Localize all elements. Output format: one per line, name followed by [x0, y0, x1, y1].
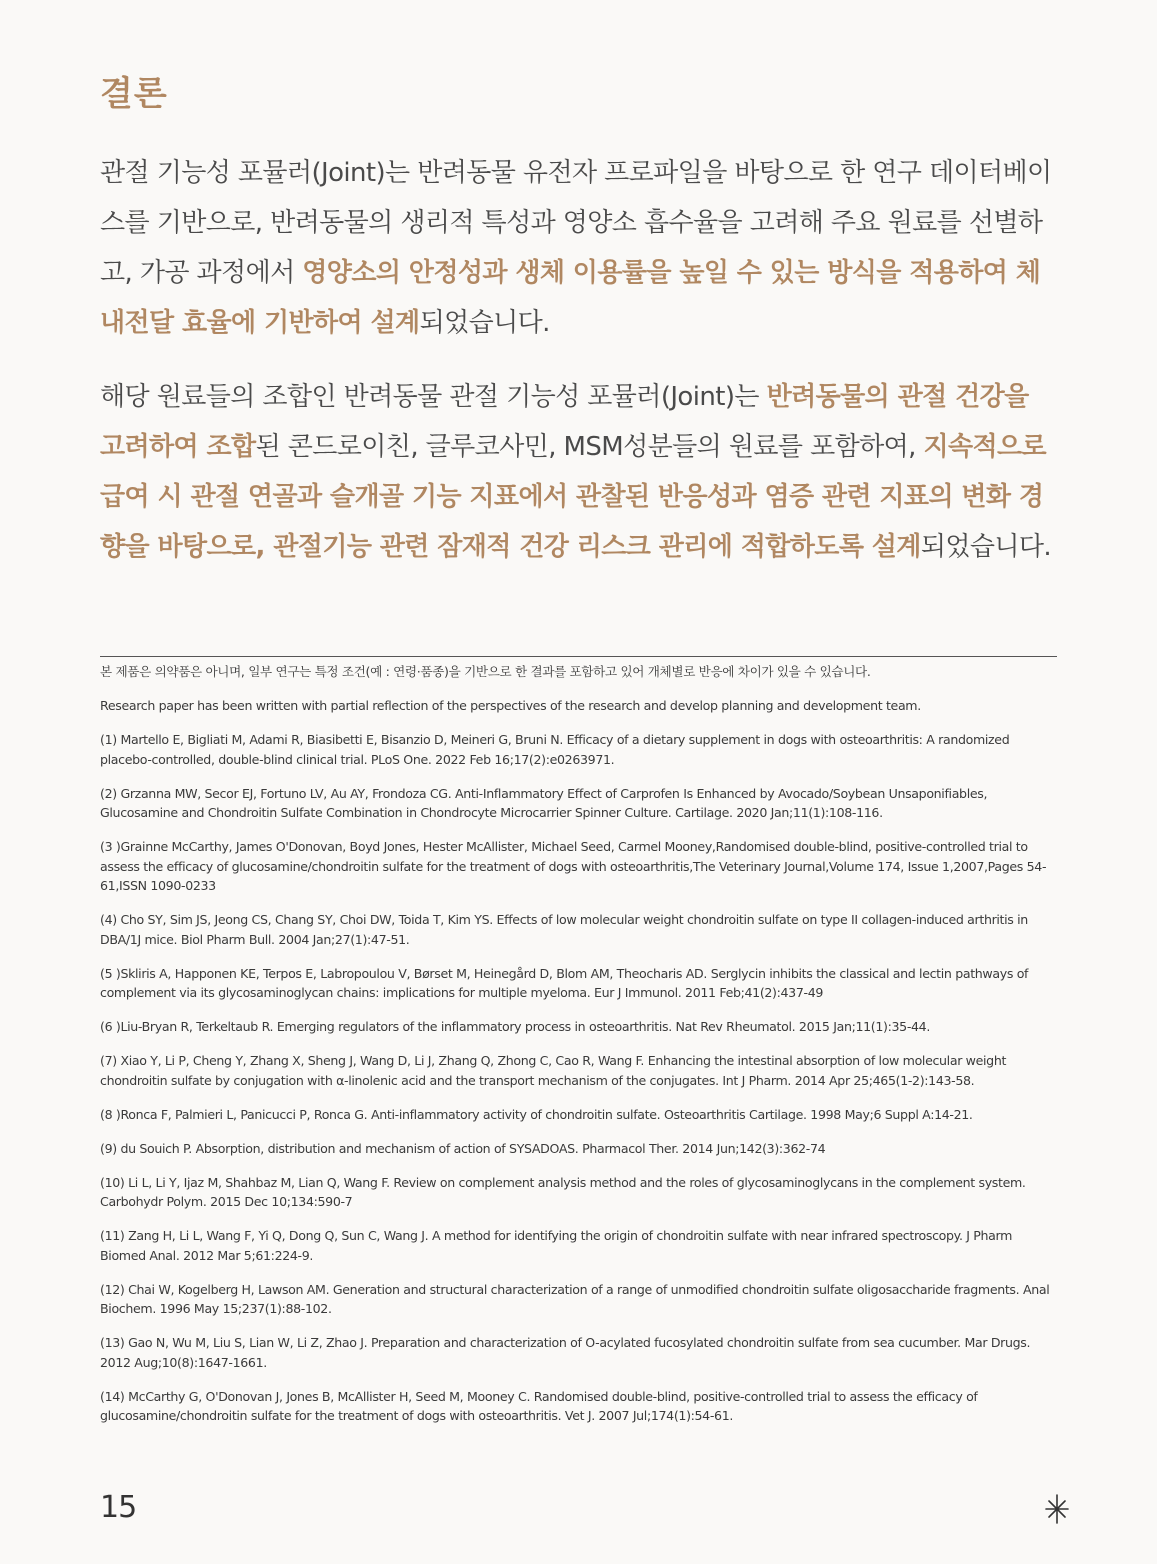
highlighted-text: 지속적으로 급여 시 관절 연골과 슬개골 기능 지표에서 관찰된 반응성과 염증 관련 지표의 변화 경향을 바탕으로, 관절기능 관련 잠재적 건강 리스크 관리에 적합하도록 설계 [100, 432, 1047, 562]
references-section [100, 662, 1057, 1440]
reference-item: (4) Cho SY, Sim JS, Jeong CS, Chang SY, Choi DW, Toida T, Kim YS. Effects of low molecular weight chondroitin sulfate on type II collagen-induced arthritis in DBA/1J mice. Biol Pharm Bull. 2004 Jan;27(1):47-51. [100, 912, 1028, 947]
reference-item: (6 )Liu-Bryan R, Terkeltaub R. Emerging regulators of the inflammatory process in osteoarthritis. Nat Rev Rheumatol. 2015 Jan;11(1):35-44. [100, 1019, 930, 1034]
reference-item: (1) Martello E, Bigliati M, Adami R, Biasibetti E, Bisanzio D, Meineri G, Bruni N. Efficacy of a dietary supplement in dogs with osteoarthritis: A randomized placebo-controlled, double-blind clinical trial. PLoS One. 2022 Feb 16;17(2):e0263971. [100, 732, 1010, 767]
page-number: 15 [100, 1490, 137, 1525]
disclaimer: 본 제품은 의약품은 아니며, 일부 연구는 특정 조건(예 : 연령·품종)을 기반으로 한 결과를 포함하고 있어 개체별로 반응에 차이가 있을 수 있습니다. [100, 664, 871, 679]
reference-item: (3 )Grainne McCarthy, James O'Donovan, Boyd Jones, Hester McAllister, Michael Seed, Carmel Mooney,Randomised double-blind, positive-controlled trial to assess the efficacy of glucosamine/chondroitin sulfate for the treatment of dogs with osteoarthritis,The Veterinary Journal,Volume 174, Issue 1,2007,Pages 54-61,ISSN 1090-0233 [100, 839, 1047, 893]
reference-item: (7) Xiao Y, Li P, Cheng Y, Zhang X, Sheng J, Wang D, Li J, Zhang Q, Zhong C, Cao R, Wang F. Enhancing the intestinal absorption of low molecular weight chondroitin sulfate by conjugation with α-linolenic acid and the transport mechanism of the conjugates. Int J Pharm. 2014 Apr 25;465(1-2):143-58. [100, 1053, 1007, 1088]
conclusion-paragraph-1 [100, 148, 1060, 348]
paragraph-text: 해당 원료들의 조합인 반려동물 관절 기능성 포뮬러(Joint)는 [100, 382, 767, 412]
highlighted-text: 반려동물의 관절 건강을 고려하여 조합 [100, 382, 1029, 462]
reference-item: (11) Zang H, Li L, Wang F, Yi Q, Dong Q, Sun C, Wang J. A method for identifying the origin of chondroitin sulfate with near infrared spectroscopy. J Pharm Biomed Anal. 2012 Mar 5;61:224-9. [100, 1228, 1013, 1263]
reference-item: (12) Chai W, Kogelberg H, Lawson AM. Generation and structural characterization of a range of unmodified chondroitin sulfate oligosaccharide fragments. Anal Biochem. 1996 May 15;237(1):88-102. [100, 1281, 1050, 1316]
reference-item: (9) du Souich P. Absorption, distribution and mechanism of action of SYSADOAS. Pharmacol Ther. 2014 Jun;142(3):362-74 [100, 1140, 826, 1156]
reference-item: (5 )Skliris A, Happonen KE, Terpos E, Labropoulou V, Børset M, Heinegård D, Blom AM, Theocharis AD. Serglycin inhibits the classical and lectin pathways of complement via its glycosaminoglycan chains: implications for multiple myeloma. Eur J Immunol. 2011 Feb;41(2):437-49 [100, 965, 1029, 1000]
paragraph-text: 된 콘드로이친, 글루코사민, MSM성분들의 원료를 포함하여, [255, 432, 924, 462]
reference-item: (8 )Ronca F, Palmieri L, Panicucci P, Ronca G. Anti-inflammatory activity of chondroitin sulfate. Osteoarthritis Cartilage. 1998 May;6 Suppl A:14-21. [100, 1106, 973, 1122]
research-note: Research paper has been written with partial reflection of the perspectives of the research and develop planning and development team. [100, 698, 921, 713]
sparkle-star-icon [1044, 1494, 1070, 1524]
paragraph-text: 되었습니다. [419, 308, 550, 338]
section-title: 결론 [100, 74, 168, 114]
reference-item: (14) McCarthy G, O'Donovan J, Jones B, McAllister H, Seed M, Mooney C. Randomised double-blind, positive-controlled trial to assess the efficacy of glucosamine/chondroitin sulfate for the treatment of dogs with osteoarthritis. Vet J. 2007 Jul;174(1):54-61. [100, 1388, 978, 1423]
divider [100, 656, 1057, 657]
paragraph-text: 관절 기능성 포뮬러(Joint)는 반려동물 유전자 프로파일을 바탕으로 한 연구 데이터베이스를 기반으로, 반려동물의 생리적 특성과 영양소 흡수율을 고려해 주요 원료를 선별하고, 가공 과정에서 [100, 158, 1052, 288]
reference-item: (10) Li L, Li Y, Ijaz M, Shahbaz M, Lian Q, Wang F. Review on complement analysis method and the roles of glycosaminoglycans in the complement system. Carbohydr Polym. 2015 Dec 10;134:590-7 [100, 1174, 1026, 1209]
reference-item: (13) Gao N, Wu M, Liu S, Lian W, Li Z, Zhao J. Preparation and characterization of O-acylated fucosylated chondroitin sulfate from sea cucumber. Mar Drugs. 2012 Aug;10(8):1647-1661. [100, 1335, 1031, 1370]
reference-item: (2) Grzanna MW, Secor EJ, Fortuno LV, Au AY, Frondoza CG. Anti-Inflammatory Effect of Carprofen Is Enhanced by Avocado/Soybean Unsaponifiables, Glucosamine and Chondroitin Sulfate Combination in Chondrocyte Microcarrier Spinner Culture. Cartilage. 2020 Jan;11(1):108-116. [100, 785, 988, 820]
highlighted-text: 영양소의 안정성과 생체 이용률을 높일 수 있는 방식을 적용하여 체내전달 효율에 기반하여 설계 [100, 258, 1041, 338]
conclusion-paragraph-2 [100, 372, 1060, 572]
paragraph-text: 되었습니다. [920, 532, 1052, 562]
